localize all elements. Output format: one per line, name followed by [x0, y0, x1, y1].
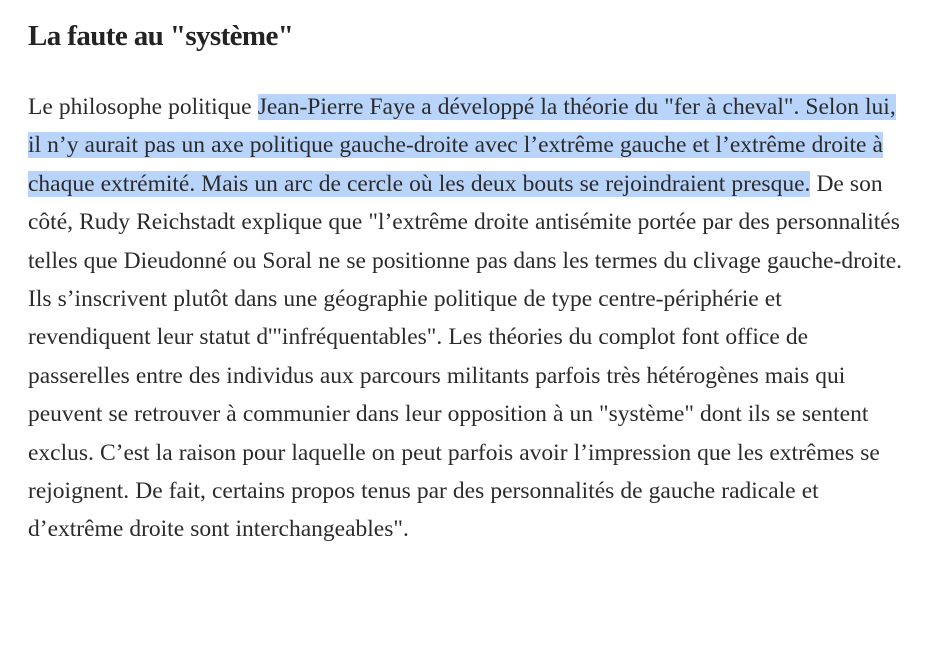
paragraph-intro-text: Le philosophe politique	[28, 94, 258, 120]
article-paragraph[interactable]	[28, 88, 908, 549]
article	[28, 16, 908, 549]
selected-text-highlight[interactable]: Jean-Pierre Faye a développé la théorie du "fer à cheval". Selon lui, il n’y aurait pas un axe politique gauche-droite avec l’extrême gauche et l’extrême droite à chaque extrémité. Mais un arc de cercle où les deux bouts se rejoindraient presque.	[28, 94, 896, 197]
paragraph-remaining-text: De son côté, Rudy Reichstadt explique que "l’extrême droite antisémite portée par des personnalités telles que Dieudonné ou Soral ne se positionne pas dans les termes du clivage gauche-droite. Ils s’inscrivent plutôt dans une géographie politique de type centre-périphérie et revendiquent leur statut d'"infréquentables". Les théories du complot font office de passerelles entre des individus aux parcours militants parfois très hétérogènes mais qui peuvent se retrouver à communier dans leur opposition à un "système" dont ils se sentent exclus. C’est la raison pour laquelle on peut parfois avoir l’impression que les extrêmes se rejoignent. De fait, certains propos tenus par des personnalités de gauche radicale et d’extrême droite sont interchangeables".	[28, 170, 903, 543]
section-heading: La faute au "système"	[28, 20, 294, 52]
